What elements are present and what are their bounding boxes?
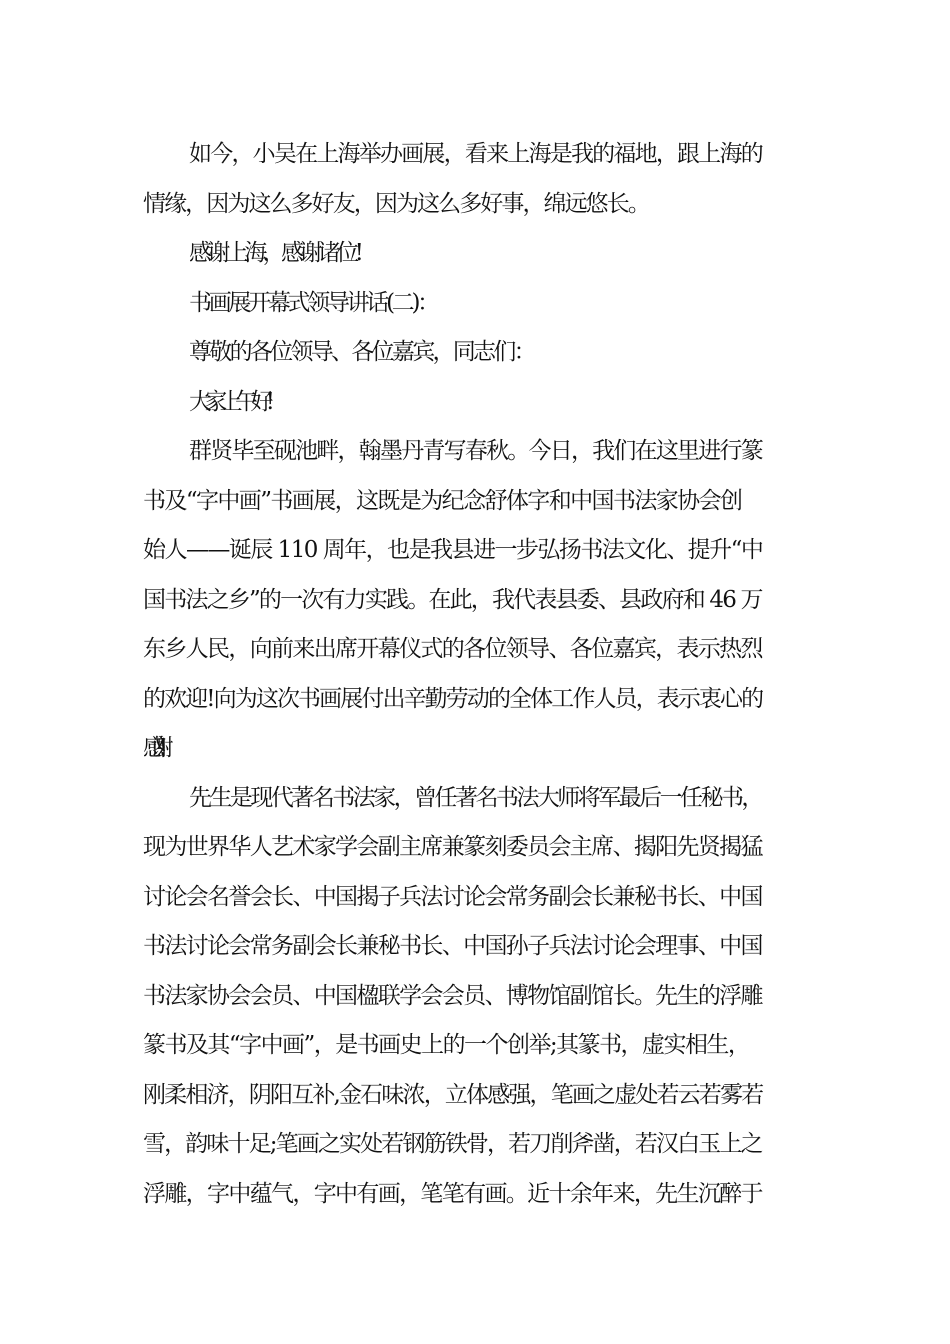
text-line: 的欢迎!向为这次书画展付出辛勤劳动的全体工作人员，表示衷心的	[143, 685, 763, 712]
text-line: 先生是现代著名书法家，曾任著名书法大师将军最后一任秘书，	[189, 784, 762, 811]
text-line: 感谢上海，感谢诸位!	[189, 240, 360, 266]
text-line: 浮雕，字中蕴气，字中有画，笔笔有画。近十余年来，先生沉醉于	[143, 1180, 762, 1207]
text-line: 如今，小吴在上海举办画展，看来上海是我的福地，跟上海的	[189, 141, 762, 167]
text-line: 刚柔相济，阴阳互补,金石味浓，立体感强，笔画之虚处若云若雾若	[143, 1081, 763, 1108]
text-line: 尊敬的各位领导、各位嘉宾，同志们：	[189, 339, 534, 365]
paragraph-6	[143, 427, 808, 774]
document-body	[143, 130, 808, 1219]
text-line: 书法家协会会员、中国楹联学会会员、博物馆副馆长。先生的浮雕	[143, 982, 762, 1009]
text-line: 现为世界华人艺术家学会副主席兼篆刻委员会主席、揭阳先贤揭猛	[143, 834, 762, 860]
text-line: 书画展开幕式领导讲话(二)：	[189, 289, 437, 316]
text-line: 群贤毕至砚池畔，翰墨丹青写春秋。今日，我们在这里进行篆	[189, 438, 762, 464]
text-line: 感谢!	[143, 735, 153, 761]
text-line: 雪，韵味十足;笔画之实处若钢筋铁骨，若刀削斧凿，若汉白玉上之	[143, 1131, 762, 1157]
text-line: 书法讨论会常务副会长兼秘书长、中国孙子兵法讨论会理事、中国	[143, 933, 762, 959]
paragraph-7	[143, 774, 808, 1220]
paragraph-3-heading	[143, 279, 808, 329]
paragraph-2	[143, 229, 808, 279]
text-line: 东乡人民，向前来出席开幕仪式的各位领导、各位嘉宾，表示热烈	[143, 636, 762, 662]
text-line: 国书法之乡”的一次有力实践。在此，我代表县委、县政府和 46 万	[143, 586, 762, 613]
text-line: 情缘，因为这么多好友，因为这么多好事，绵远悠长。	[143, 190, 649, 217]
paragraph-1	[143, 130, 808, 229]
text-line: 大家上午好!	[189, 388, 268, 415]
text-line: 讨论会名誉会长、中国揭子兵法讨论会常务副会长兼秘书长、中国	[143, 883, 762, 910]
text-line: 篆书及其“字中画”，是书画史上的一个创举;其篆书，虚实相生，	[143, 1032, 750, 1058]
text-line: 始人——诞辰 110 周年，也是我县进一步弘扬书法文化、提升“中	[143, 537, 763, 563]
text-line: 书及“字中画”书画展，这既是为纪念舒体字和中国书法家协会创	[143, 487, 742, 514]
paragraph-5-greeting	[143, 378, 808, 428]
paragraph-4-salutation	[143, 328, 808, 378]
